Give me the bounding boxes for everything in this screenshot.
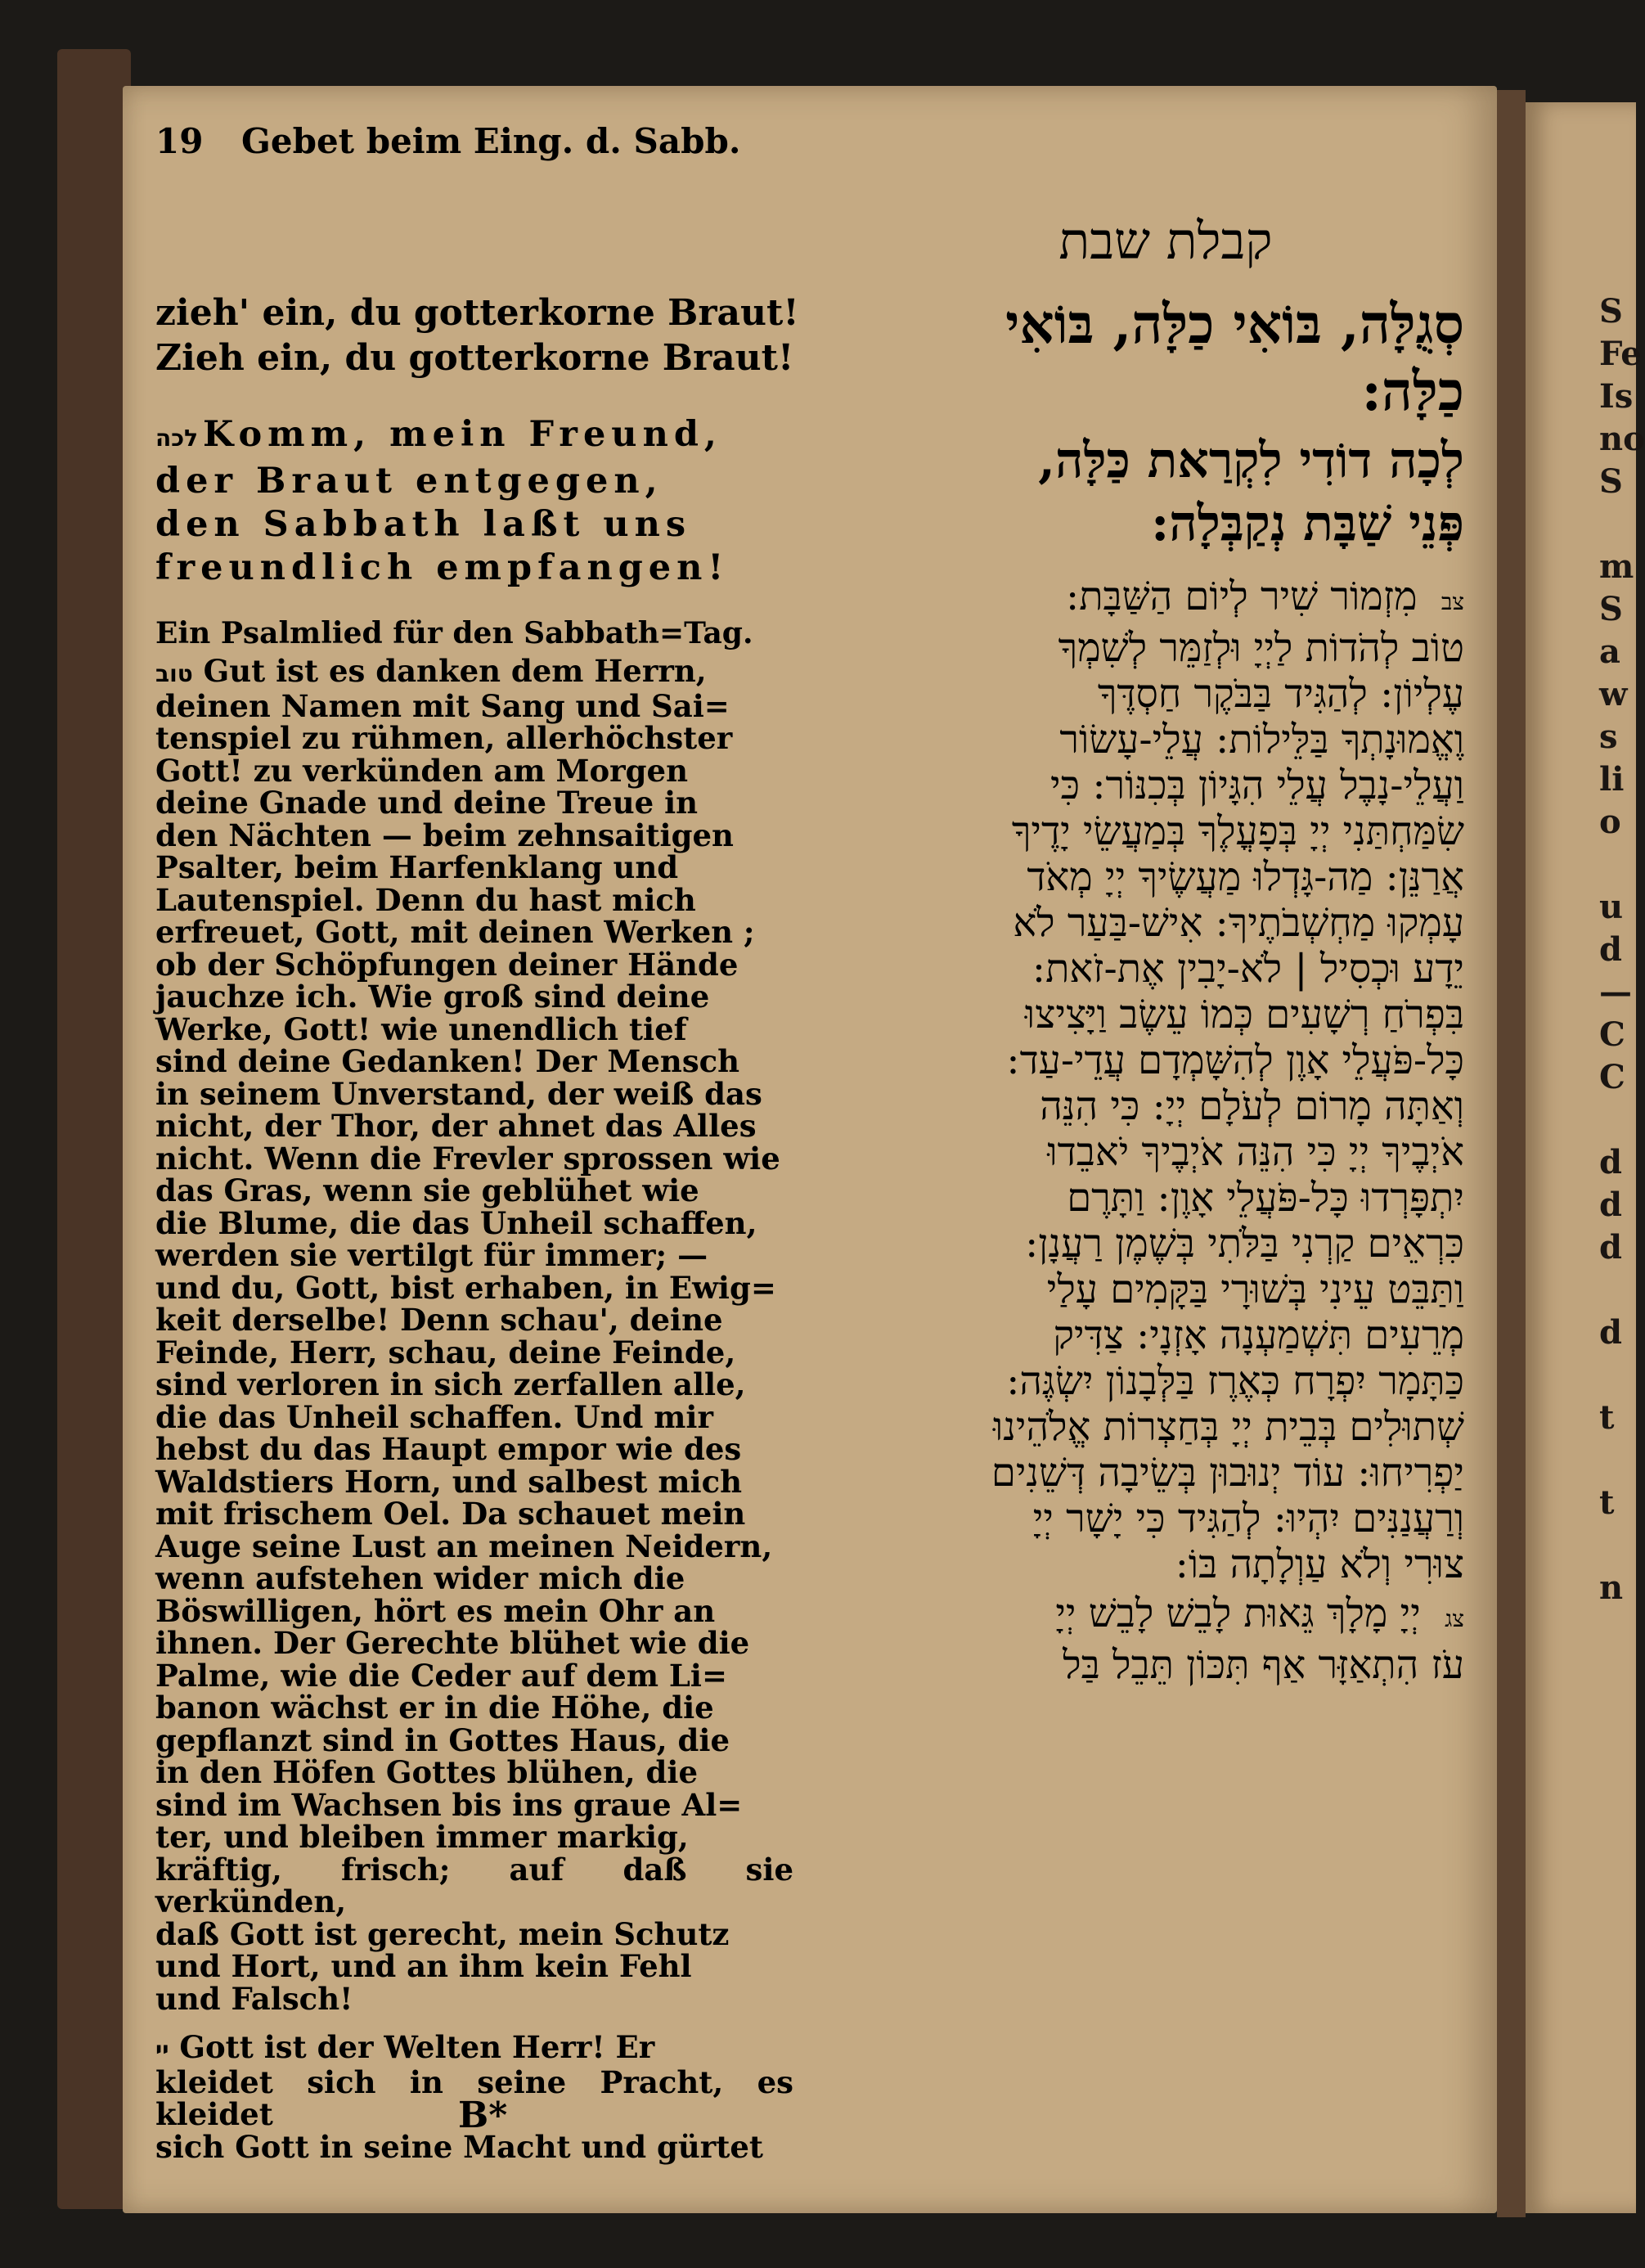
psalm-line: ter, und bleiben immer markig,	[155, 1819, 689, 1855]
verse-marker: צג	[1445, 1605, 1464, 1632]
edge-fragment	[1599, 1354, 1636, 1397]
edge-fragment: S	[1599, 462, 1623, 501]
hebrew-line: שְׁתוּלִים בְּבֵית יְיָ בְּחַצְרוֹת אֱלֹהֵינוּ	[992, 1404, 1464, 1450]
next-page-text-fragments	[1599, 290, 1645, 1609]
edge-fragment: a	[1599, 632, 1620, 671]
hebrew-line: אֹיְבֶיךָ יְיָ כִּי הִנֵּה אֹיְבֶיךָ יֹאבֵדוּ	[1047, 1129, 1464, 1175]
psalm-line: in den Höfen Gottes blühen, die	[155, 1754, 699, 1790]
psalm-line: Auge seine Lust an meinen Neidern,	[155, 1528, 773, 1564]
edge-fragment	[1599, 1099, 1636, 1141]
edge-fragment: C	[1599, 1058, 1625, 1096]
psalm-line: יי Gott ist der Welten Herr! Er	[155, 2029, 655, 2065]
psalm-line: daß Gott ist gerecht, mein Schutz	[155, 1915, 730, 1952]
psalm-line: kräftig, frisch; auf daß sie verkünden,	[155, 1851, 793, 1919]
edge-fragment: n	[1599, 1568, 1624, 1607]
edge-fragment: d	[1599, 1143, 1622, 1181]
psalm-line: und Hort, und an ihm kein Fehl	[155, 1948, 692, 1984]
hebrew-line: צוּרִי וְלֹא עַוְלָתָה בּוֹ:	[1175, 1541, 1464, 1587]
psalm-line: sind deine Gedanken! Der Mensch	[155, 1043, 740, 1079]
psalm-line: Werke, Gott! wie unendlich tief	[155, 1010, 687, 1047]
psalm-line: gepflanzt sind in Gottes Haus, die	[155, 1721, 730, 1758]
edge-fragment: li	[1599, 760, 1625, 799]
psalm-line: nicht, der Thor, der ahnet das Alles	[155, 1108, 757, 1144]
hebrew-line: צב מִזְמוֹר שִׁיר לְיוֹם הַשַּׁבָּת:	[1066, 574, 1464, 619]
hebrew-line: שִׂמַּחְתַּנִי יְיָ בְּפָעֳלֶךָ בְּמַעֲשֵׂי יָדֶיךָ	[1011, 808, 1464, 854]
hebrew-psalm-93	[806, 1591, 1464, 1688]
verse-marker: טוב	[155, 660, 193, 687]
edge-fragment: C	[1599, 1015, 1625, 1054]
verse-marker: יי	[155, 2036, 169, 2063]
psalm-line: nicht. Wenn die Frevler sprossen wie	[155, 1140, 780, 1177]
psalm-line: Böswilligen, hört es mein Ohr an	[155, 1592, 716, 1629]
refrain-hebrew-marker: לכה	[155, 425, 199, 452]
page-gutter	[1497, 90, 1526, 2217]
edge-fragment: t	[1599, 1483, 1615, 1522]
edge-fragment: d	[1599, 1186, 1622, 1224]
psalm-line: tenspiel zu rühmen, allerhöchster	[155, 720, 733, 756]
edge-fragment: o	[1599, 803, 1621, 841]
edge-fragment	[1599, 1439, 1636, 1482]
hebrew-line: יֵדָע וּכְסִיל | לֹא-יָבִין אֶת-זֹאת:	[1031, 946, 1464, 992]
hebrew-line: עֶלְיוֹן: לְהַגִּיד בַּבֹּקֶר חַסְדֶּךָ	[1097, 671, 1464, 717]
hebrew-top-line-1: סְגֻלָּה, בּוֹאִי כַלָּה, בּוֹאִי	[1005, 292, 1464, 356]
psalm-line: keit derselbe! Denn schau', deine	[155, 1302, 723, 1338]
edge-fragment: d	[1599, 930, 1622, 969]
refrain-line-4: freundlich empfangen!	[155, 547, 730, 588]
edge-fragment	[1599, 844, 1636, 886]
psalm-line: wenn aufstehen wider mich die	[155, 1560, 685, 1596]
edge-fragment: Fe	[1599, 335, 1642, 373]
psalm-line: banon wächst er in die Höhe, die	[155, 1690, 714, 1726]
psalm-line: erfreuet, Gott, mit deinen Werken ;	[155, 914, 755, 950]
hebrew-line: עָמְקוּ מַחְשְׁבֹתֶיךָ: אִישׁ-בַּעַר לֹא	[1013, 900, 1464, 946]
signature-mark: B*	[458, 2095, 508, 2136]
hebrew-line: וַעֲלֵי-נָבֶל עֲלֵי הִגָּיוֹן בְּכִנּוֹר: כִּי	[1050, 763, 1464, 808]
psalm-line: ihnen. Der Gerechte blühet wie die	[155, 1625, 750, 1661]
psalm-heading: Ein Psalmlied für den Sabbath=Tag.	[155, 616, 753, 650]
psalm-line: ob der Schöpfungen deiner Hände	[155, 946, 739, 983]
hebrew-line: וְרַעֲנַנִּים יִהְיוּ: לְהַגִּיד כִּי יָשָׁר יְיָ	[1032, 1496, 1464, 1541]
hebrew-line: טוֹב לְהֹדוֹת לַיְיָ וּלְזַמֵּר לְשִׁמְךָ	[1058, 625, 1464, 671]
psalm-line: Lautenspiel. Denn du hast mich	[155, 881, 696, 918]
hebrew-line: יִתְפָּרְדוּ כָּל-פֹּעֲלֵי אָוֶן: וַתָּרֶם	[1067, 1175, 1464, 1221]
edge-fragment: —	[1599, 973, 1632, 1011]
hebrew-line: יַפְרִיחוּ: עוֹד יְנוּבוּן בְּשֵׂיבָה דְּשֵׁנִים	[991, 1450, 1464, 1496]
running-title: Gebet beim Eing. d. Sabb.	[241, 121, 741, 161]
edge-fragment: s	[1599, 718, 1618, 756]
psalm-line: deine Gnade und deine Treue in	[155, 785, 699, 821]
psalm-line: kleidet sich in seine Pracht, es kleidet	[155, 2063, 793, 2132]
hebrew-line: מְרֵעִים תִּשְׁמַעְנָה אָזְנָי: צַדִּיק	[1053, 1312, 1464, 1358]
hebrew-line: כִּרְאֵים קַרְנִי בַּלֹּתִי בְּשֶׁמֶן רַעֲנָן:	[1025, 1221, 1464, 1267]
page-number: 19	[155, 121, 204, 161]
psalm-line: jauchze ich. Wie groß sind deine	[155, 979, 710, 1015]
psalm-line: Waldstiers Horn, und salbest mich	[155, 1463, 743, 1500]
running-head	[155, 121, 777, 170]
edge-fragment: u	[1599, 888, 1624, 926]
book-spine	[57, 49, 131, 2209]
psalm-line: טוב Gut ist es danken dem Herrn,	[155, 653, 707, 689]
hebrew-line: בִּפְרֹחַ רְשָׁעִים כְּמוֹ עֵשֶׂב וַיָּצִיצוּ	[1024, 992, 1464, 1037]
psalm-line: das Gras, wenn sie geblühet wie	[155, 1172, 699, 1208]
psalm-line: und Falsch!	[155, 1980, 353, 2017]
refrain-line-2: der Braut entgegen,	[155, 461, 663, 502]
hebrew-psalm-92	[806, 574, 1464, 1587]
edge-fragment: d	[1599, 1228, 1622, 1267]
psalm-line: Gott! zu verkünden am Morgen	[155, 752, 688, 789]
psalm-line: in seinem Unverstand, der weiß das	[155, 1075, 762, 1112]
edge-fragment: no	[1599, 420, 1645, 458]
psalm-line: Feinde, Herr, schau, deine Feinde,	[155, 1334, 736, 1370]
hebrew-page-title: קבלת שבת	[1058, 211, 1273, 271]
hebrew-line: וֶאֱמוּנָתְךָ בַּלֵּילוֹת: עֲלֵי-עָשׂוֹר	[1059, 717, 1464, 763]
psalm-translation	[155, 655, 793, 2015]
edge-fragment: Is	[1599, 377, 1634, 416]
psalm-line: sich Gott in seine Macht und gürtet	[155, 2128, 763, 2165]
psalm-line: hebst du das Haupt empor wie des	[155, 1431, 742, 1467]
psalm-line: Psalter, beim Harfenklang und	[155, 849, 679, 885]
psalm-line: sind im Wachsen bis ins graue Al=	[155, 1786, 743, 1823]
hebrew-line: כָּל-פֹּעֲלֵי אָוֶן לְהִשָּׁמְדָם עֲדֵי-עַד:	[1006, 1037, 1464, 1083]
hebrew-line: צג יְיָ מָלָךְ גֵּאוּת לָבֵשׁ לָבֵשׁ יְיָ	[1055, 1591, 1464, 1636]
hebrew-top-line-2: כַלָּה:	[1361, 359, 1464, 423]
hebrew-line: וַתַּבֵּט עֵינִי בְּשׁוּרָי בַּקָּמִים עָלַי	[1046, 1267, 1464, 1312]
refrain-line-1: לכה Komm, mein Freund,	[155, 414, 722, 455]
intro-line-2: Zieh ein, du gotterkorne Braut!	[155, 337, 794, 379]
edge-fragment	[1599, 1524, 1636, 1567]
hebrew-refrain-line-2: פְּנֵי שַׁבָּת נְקַבְּלָה:	[1151, 495, 1464, 552]
edge-fragment: m	[1599, 547, 1634, 586]
edge-fragment	[1599, 1269, 1636, 1312]
edge-fragment: d	[1599, 1313, 1622, 1352]
hebrew-refrain-line-1: לְכָה דוֹדִי לִקְרַאת כַּלָּה,	[1038, 432, 1464, 489]
psalm-line: die das Unheil schaffen. Und mir	[155, 1398, 713, 1435]
hebrew-line: אֲרַנֵּן: מַה-גָּדְלוּ מַעֲשֶׂיךָ יְיָ מְאֹד	[1027, 854, 1464, 900]
refrain-line-3: den Sabbath laßt uns	[155, 504, 692, 545]
psalm-line: sind verloren in sich zerfallen alle,	[155, 1366, 746, 1402]
hebrew-line: כַּתָּמָר יִפְרָח כְּאֶרֶז בַּלְּבָנוֹן יִשְׂגֶּה:	[1006, 1358, 1464, 1404]
edge-fragment: t	[1599, 1398, 1615, 1437]
german-column	[155, 290, 799, 2165]
edge-fragment	[1599, 503, 1636, 546]
psalm-line: Palme, wie die Ceder auf dem Li=	[155, 1657, 727, 1694]
psalm-line: werden sie vertilgt für immer; —	[155, 1237, 708, 1273]
edge-fragment: S	[1599, 590, 1623, 628]
hebrew-line: וְאַתָּה מָרוֹם לְעֹלָם יְיָ: כִּי הִנֵּה	[1040, 1083, 1464, 1129]
intro-line-1: zieh' ein, du gotterkorne Braut!	[155, 292, 799, 334]
psalm-line: und du, Gott, bist erhaben, in Ewig=	[155, 1269, 776, 1306]
hebrew-column	[806, 290, 1464, 1688]
psalm-line: die Blume, die das Unheil schaffen,	[155, 1204, 757, 1241]
psalm-line: mit frischem Oel. Da schauet mein	[155, 1496, 746, 1532]
edge-fragment: w	[1599, 675, 1628, 713]
edge-fragment: S	[1599, 292, 1623, 331]
hebrew-line: עֹז הִתְאַזָּר אַף תִּכּוֹן תֵּבֵל בַּל	[1063, 1642, 1464, 1688]
psalm-line: deinen Namen mit Sang und Sai=	[155, 687, 730, 724]
verse-marker: צב	[1440, 588, 1464, 615]
psalm-line: den Nächten — beim zehnsaitigen	[155, 817, 734, 853]
